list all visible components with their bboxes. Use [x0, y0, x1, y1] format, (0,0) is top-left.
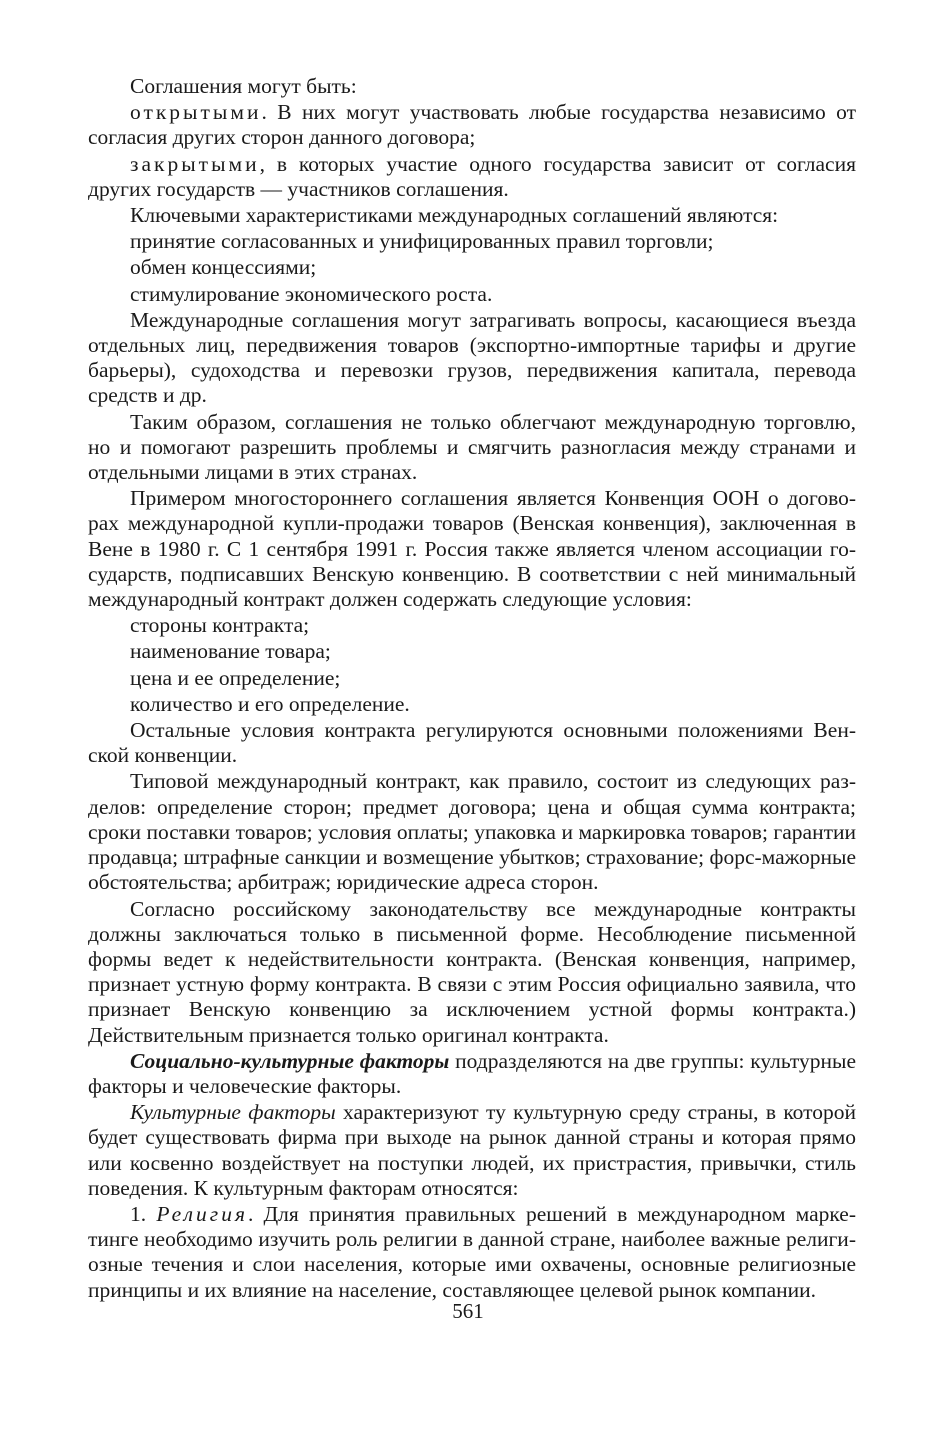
paragraph-agreements-types: [88, 74, 856, 99]
page-number: 561: [452, 1299, 484, 1323]
paragraph-international-issues: [88, 308, 856, 409]
list-item: [88, 666, 856, 691]
paragraph-text: . В них могут участвовать любые государства независимо от согласия других сторон данного договора;: [88, 100, 856, 150]
paragraph-text: характеризуют ту культурную среду страны, в которой будет существовать фирма при выходе на рынок данной страны и которая прямо или косвенно воздействует на поступки людей, их пристрастия, привычки, стиль поведения. К культурным факторам относятся:: [88, 1100, 857, 1200]
list-item: [88, 639, 856, 664]
paragraph-text: Согласно российскому законодательству все международные контракты должны заключаться только в письменной форме. Несоблюдение письменной формы ведет к недействительности контракта. (Венская конвенция, например, признает устную форму контракта. В связи с этим Россия официально заявила, что признает Венскую конвенцию за исключением устной формы контракта.) Действительным признается только оригинал контракта.: [88, 896, 856, 1047]
paragraph-typical-contract: [88, 769, 856, 895]
paragraph-vienna-convention: [88, 486, 856, 612]
paragraph-key-characteristics: [88, 203, 856, 228]
paragraph-text: Ключевыми характеристиками международных соглашений являются:: [130, 203, 779, 228]
term-religion: Религия: [156, 1201, 248, 1226]
list-item: [88, 692, 856, 717]
list-item: [88, 255, 856, 280]
paragraph-open-agreements: [88, 100, 856, 150]
list-item-text: количество и его определение.: [130, 691, 410, 716]
term-sociocultural-factors: Социально-культурные факторы: [130, 1048, 450, 1073]
list-item: [88, 282, 856, 307]
paragraph-text: подразделяются на две группы: культурные факторы и человеческие факторы.: [88, 1048, 856, 1098]
term-open: открытыми: [130, 100, 262, 125]
paragraph-religion: [88, 1202, 856, 1303]
paragraph-text: Соглашения могут быть:: [130, 74, 357, 98]
paragraph-text: , в которых участие одного государства зависит от согласия других государств — участников соглашения.: [88, 151, 856, 201]
paragraph-other-conditions: [88, 718, 856, 768]
paragraph-closed-agreements: [88, 152, 856, 202]
paragraph-cultural-factors: [88, 1100, 856, 1201]
paragraph-text: Международные соглашения могут затрагивать вопросы, касающиеся въезда отдельных лиц, передвижения товаров (экспортно-импортные тарифы и другие барьеры), судоходства и перевозки грузов, передвижения капитала, перевода средств и др.: [88, 307, 856, 408]
list-item-text: наименование товара;: [130, 639, 331, 664]
list-item-text: цена и ее определение;: [130, 665, 341, 690]
page-body: [88, 74, 856, 1304]
term-closed: закрытыми: [130, 151, 260, 176]
term-cultural-factors: Культурные факторы: [130, 1100, 336, 1125]
list-item-text: обмен концессиями;: [130, 255, 317, 280]
paragraph-summary: [88, 410, 856, 486]
list-item: [88, 229, 856, 254]
paragraph-text: . Для принятия правильных решений в международном маркетинге необходимо изучить роль религии в данной стране, наиболее важные религиозные течения и слои населения, которые ими охвачены, основные религиозные принципы и их влияние на население, составляющее целевой рынок компании.: [88, 1201, 856, 1302]
list-item-text: стимулирование экономического роста.: [130, 281, 493, 306]
list-item-text: принятие согласованных и унифицированных правил торговли;: [130, 229, 714, 254]
paragraph-russian-law: [88, 897, 856, 1048]
paragraph-text: Типовой международный контракт, как правило, состоит из следующих разделов: определение сторон; предмет договора; цена и общая сумма контракта; сроки поставки товаров; условия оплаты; упаковка и маркировка товаров; гарантии продавца; штрафные санкции и возмещение убытков; страхование; форс-мажорные обстоятельства; арбитраж; юридические адреса сторон.: [88, 769, 856, 895]
paragraph-sociocultural-factors: [88, 1049, 856, 1099]
paragraph-text: Таким образом, соглашения не только облегчают международную торговлю, но и помогают разрешить проблемы и смягчить разногласия между странами и отдельными лицами в этих странах.: [88, 409, 856, 485]
paragraph-text: Остальные условия контракта регулируются основными положениями Венской конвенции.: [88, 718, 856, 768]
list-number: 1.: [130, 1201, 157, 1226]
list-item: [88, 613, 856, 638]
paragraph-text: Примером многостороннего соглашения является Конвенция ООН о договорах международной купли-продажи товаров (Венская конвенция), заключенная в Вене в 1980 г. С 1 сентября 1991 г. Россия также является членом ассоциации государств, подписавших Венскую конвенцию. В соответствии с ней минимальный международный контракт должен содержать следующие условия:: [88, 486, 856, 612]
list-item-text: стороны контракта;: [130, 613, 310, 638]
